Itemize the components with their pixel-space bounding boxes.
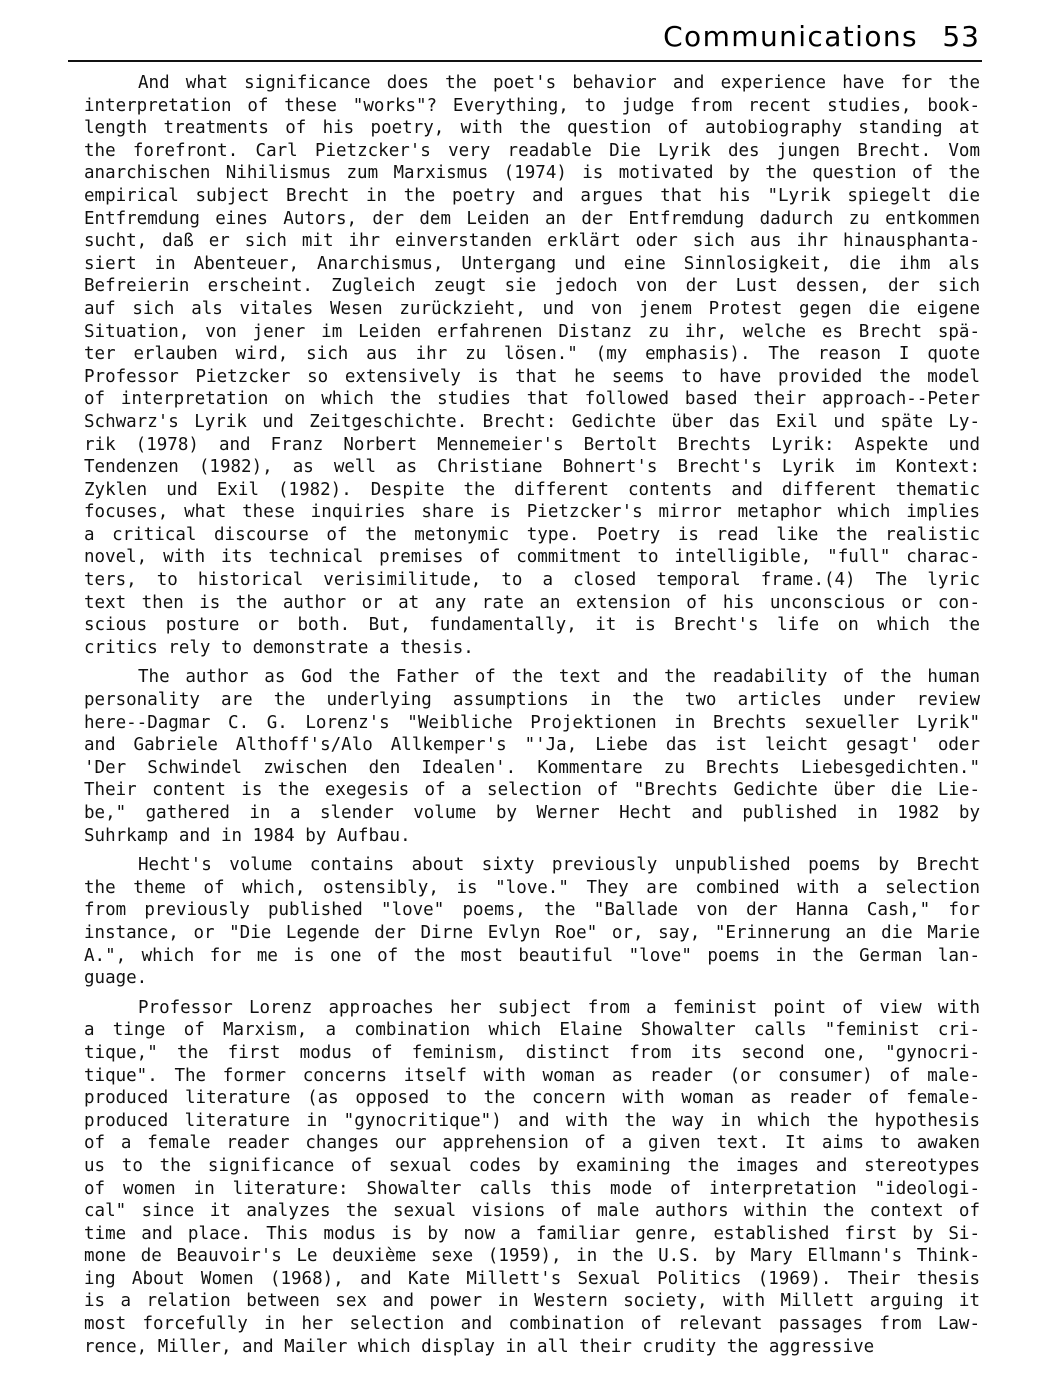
- text-line: novel, with its technical premises of commitment to intelligible, "full" charac-: [84, 547, 980, 568]
- text-line: The author as God the Father of the text and the readability of the human: [138, 667, 980, 688]
- text-line: tique". The former concerns itself with woman as reader (or consumer) of male-: [84, 1065, 980, 1086]
- text-line: Suhrkamp and in 1984 by Aufbau.: [84, 825, 411, 846]
- page-number: 53: [942, 20, 980, 53]
- text-line: auf sich als vitales Wesen zurückzieht, und von jenem Protest gegen die eigene: [84, 298, 980, 319]
- text-line: from previously published "love" poems, the "Ballade von der Hanna Cash," for: [84, 900, 980, 921]
- paragraph: [84, 72, 980, 659]
- text-line: the forefront. Carl Pietzcker's very readable Die Lyrik des jungen Brecht. Vom: [84, 140, 980, 161]
- text-line: us to the significance of sexual codes by examining the images and stereotypes: [84, 1155, 980, 1176]
- header-rule: [68, 60, 982, 62]
- text-line: 'Der Schwindel zwischen den Idealen'. Kommentare zu Brechts Liebesgedichten.": [84, 757, 980, 778]
- text-line: sucht, daß er sich mit ihr einverstanden erklärt oder sich aus ihr hinausphanta-: [84, 231, 980, 252]
- text-line: Situation, von jener im Leiden erfahrenen Distanz zu ihr, welche es Brecht spä-: [84, 321, 980, 342]
- text-line: A.", which for me is one of the most beautiful "love" poems in the German lan-: [84, 945, 980, 966]
- paragraph: [84, 997, 980, 1359]
- text-line: is a relation between sex and power in Western society, with Millett arguing it: [84, 1291, 980, 1312]
- text-line: Professor Lorenz approaches her subject from a feminist point of view with: [138, 997, 980, 1018]
- text-line: mone de Beauvoir's Le deuxième sexe (1959), in the U.S. by Mary Ellmann's Think-: [84, 1246, 980, 1267]
- text-line: ter erlauben wird, sich aus ihr zu lösen." (my emphasis). The reason I quote: [84, 344, 980, 365]
- text-line: critics rely to demonstrate a thesis.: [84, 637, 474, 658]
- text-line: anarchischen Nihilismus zum Marxismus (1974) is motivated by the question of the: [84, 163, 980, 184]
- text-line: ing About Women (1968), and Kate Millett's Sexual Politics (1969). Their thesis: [84, 1268, 980, 1289]
- text-line: Befreierin erscheint. Zugleich zeugt sie jedoch von der Lust dessen, der sich: [84, 276, 980, 297]
- text-line: Zyklen und Exil (1982). Despite the different contents and different thematic: [84, 479, 980, 500]
- text-line: Hecht's volume contains about sixty previously unpublished poems by Brecht: [138, 855, 980, 876]
- text-line: cal" since it analyzes the sexual visions of male authors within the context of: [84, 1201, 980, 1222]
- text-line: of a female reader changes our apprehension of a given text. It aims to awaken: [84, 1133, 980, 1154]
- text-line: most forcefully in her selection and combination of relevant passages from Law-: [84, 1314, 980, 1335]
- text-line: ters, to historical verisimilitude, to a closed temporal frame.(4) The lyric: [84, 570, 980, 591]
- text-line: and Gabriele Althoff's/Alo Allkemper's "'Ja, Liebe das ist leicht gesagt' oder: [84, 735, 980, 756]
- text-line: produced literature in "gynocritique") and with the way in which the hypothesis: [84, 1110, 980, 1131]
- text-line: a critical discourse of the metonymic type. Poetry is read like the realistic: [84, 524, 980, 545]
- text-line: of interpretation on which the studies that followed based their approach--Peter: [84, 389, 980, 410]
- body-text: [84, 72, 980, 1358]
- text-line: siert in Abenteuer, Anarchismus, Untergang und eine Sinnlosigkeit, die ihm als: [84, 253, 980, 274]
- paragraph: [84, 666, 980, 847]
- text-line: guage.: [84, 968, 148, 989]
- text-line: interpretation of these "works"? Everything, to judge from recent studies, book-: [84, 95, 980, 116]
- text-line: time and place. This modus is by now a familiar genre, established first by Si-: [84, 1223, 980, 1244]
- text-line: Their content is the exegesis of a selection of "Brechts Gedichte über die Lie-: [84, 780, 980, 801]
- text-line: rence, Miller, and Mailer which display in all their crudity the aggressive: [84, 1336, 875, 1357]
- text-line: focuses, what these inquiries share is Pietzcker's mirror metaphor which implies: [84, 502, 980, 523]
- text-line: personality are the underlying assumptions in the two articles under review: [84, 690, 980, 711]
- text-line: be," gathered in a slender volume by Werner Hecht and published in 1982 by: [84, 803, 980, 823]
- text-line: length treatments of his poetry, with the question of autobiography standing at: [84, 118, 980, 139]
- text-line: Schwarz's Lyrik und Zeitgeschichte. Brecht: Gedichte über das Exil und späte Ly-: [84, 411, 980, 432]
- text-line: Tendenzen (1982), as well as Christiane Bohnert's Brecht's Lyrik im Kontext:: [84, 457, 980, 478]
- section-title: Communications: [663, 20, 918, 53]
- running-header: [68, 18, 982, 62]
- paragraph: [84, 854, 980, 990]
- text-line: tique," the first modus of feminism, distinct from its second one, "gynocri-: [84, 1042, 980, 1063]
- text-line: empirical subject Brecht in the poetry and argues that his "Lyrik spiegelt die: [84, 185, 980, 206]
- text-line: here--Dagmar C. G. Lorenz's "Weibliche Projektionen in Brechts sexueller Lyrik": [84, 712, 980, 733]
- text-line: rik (1978) and Franz Norbert Mennemeier's Bertolt Brechts Lyrik: Aspekte und: [84, 434, 980, 455]
- text-line: Entfremdung eines Autors, der dem Leiden an der Entfremdung dadurch zu entkommen: [84, 208, 980, 229]
- text-line: produced literature (as opposed to the concern with woman as reader of female-: [84, 1088, 980, 1109]
- text-line: of women in literature: Showalter calls this mode of interpretation "ideologi-: [84, 1178, 980, 1199]
- text-line: the theme of which, ostensibly, is "love." They are combined with a selection: [84, 877, 980, 898]
- text-line: Professor Pietzcker so extensively is that he seems to have provided the model: [84, 366, 980, 387]
- text-line: a tinge of Marxism, a combination which Elaine Showalter calls "feminist cri-: [84, 1020, 980, 1041]
- text-line: And what significance does the poet's behavior and experience have for the: [138, 73, 980, 93]
- text-line: text then is the author or at any rate an extension of his unconscious or con-: [84, 592, 980, 613]
- text-line: instance, or "Die Legende der Dirne Evlyn Roe" or, say, "Erinnerung an die Marie: [84, 922, 980, 943]
- text-line: scious posture or both. But, fundamentally, it is Brecht's life on which the: [84, 615, 980, 636]
